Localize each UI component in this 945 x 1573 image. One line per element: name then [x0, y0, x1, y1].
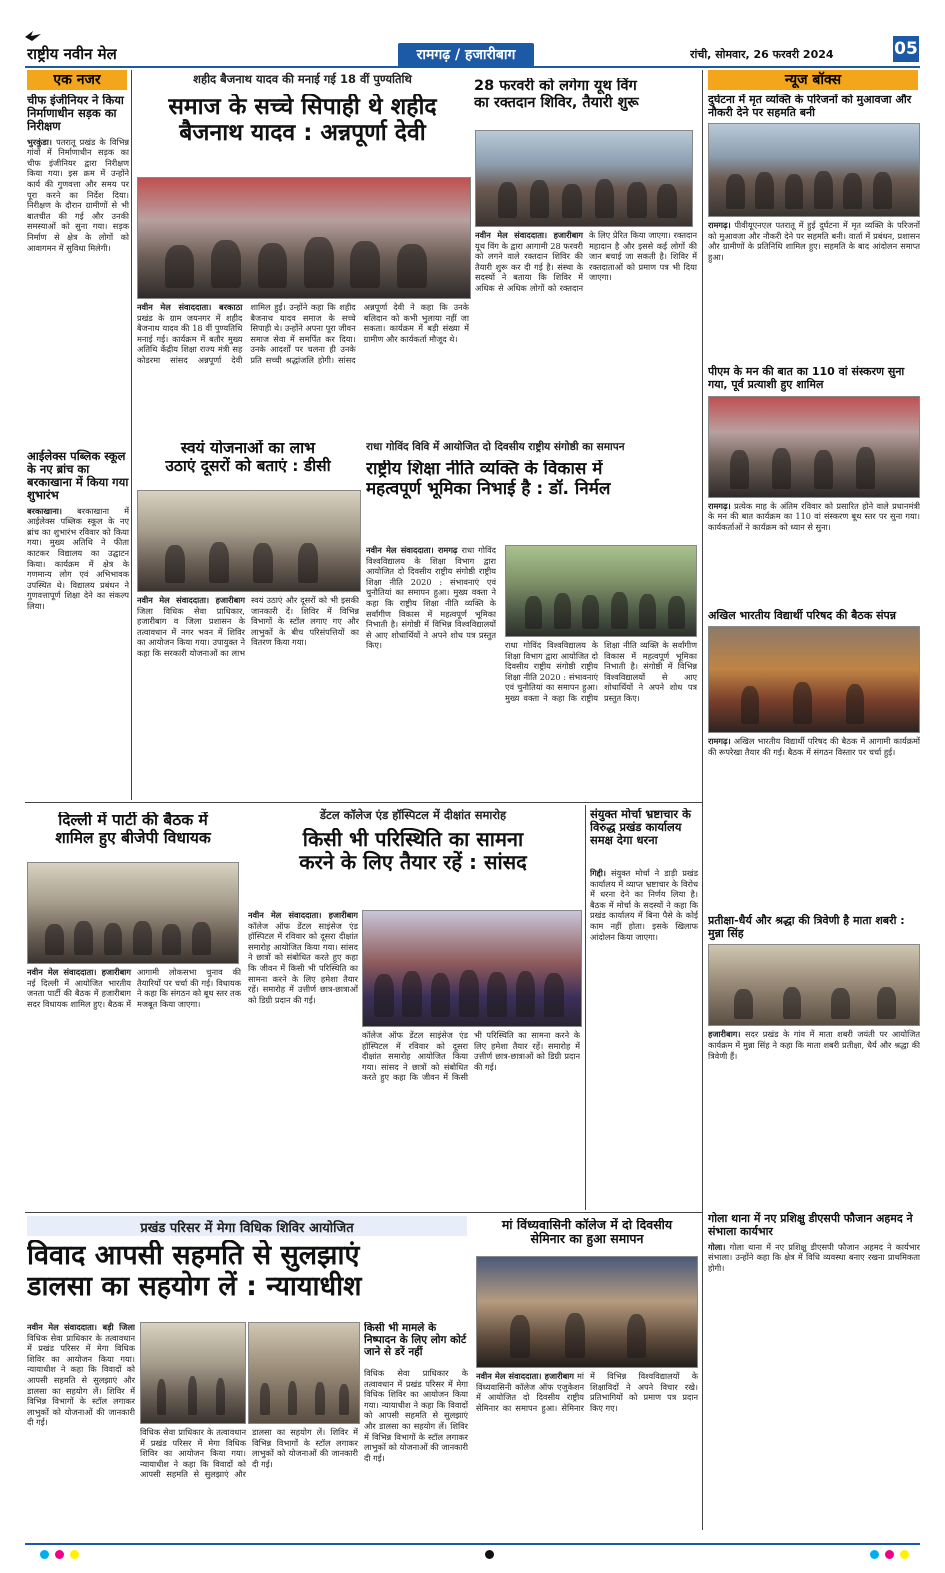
story-photo	[27, 862, 239, 964]
brief-body: रामगढ़। अखिल भारतीय विद्यार्थी परिषद की बैठक में आगामी कार्यक्रमों की रूपरेखा तैयार की गई। बैठक में संगठन विस्तार पर चर्चा हुई।	[708, 736, 920, 757]
story-photo	[476, 1256, 698, 1368]
story-body-continued: राधा गोविंद विश्वविद्यालय के शिक्षा विभाग द्वारा आयोजित दो दिवसीय राष्ट्रीय संगोष्ठी राष्ट्रीय शिक्षा नीति 2020 : संभावनाएं एवं चुनौतियां का समापन हुआ। मुख्य वक्ता ने कहा कि राष्ट्रीय शिक्षा नीति व्यक्ति के सर्वांगीण विकास में महत्वपूर्ण भूमिका निभाती है। संगोष्ठी में विभिन्न विश्वविद्यालयों से आए शोधार्थियों ने अपने शोध पत्र प्रस्तुत किए।	[505, 640, 697, 703]
brief-headline: चीफ इंजीनियर ने किया निर्माणाधीन सड़क का निरीक्षण	[27, 94, 124, 134]
registration-mark-icon	[485, 1550, 494, 1559]
story-body-continued: कॉलेज ऑफ डेंटल साइंसेज एंड हॉस्पिटल में रविवार को दूसरा दीक्षांत समारोह आयोजित किया गया। सांसद ने छात्रों को संबोधित करते हुए कहा कि जीवन में किसी भी परिस्थिति का सामना करने के लिए हमेशा तैयार रहें। समारोह में उत्तीर्ण छात्र-छात्राओं को डिग्री प्रदान की गई।	[362, 1030, 580, 1083]
page-number: 05	[893, 36, 919, 62]
story-headline: राष्ट्रीय शिक्षा नीति व्यक्ति के विकास में महत्वपूर्ण भूमिका निभाई है : डॉ. निर्मल	[366, 460, 611, 499]
story-headline: संयुक्त मोर्चा भ्रष्टाचार के विरुद्ध प्रखंड कार्यालय समक्ष देगा धरना	[590, 808, 691, 848]
ek-nazar-column	[27, 94, 129, 794]
registration-mark-icon	[40, 1550, 49, 1559]
story-photo	[137, 490, 361, 592]
brief-body: रामगढ़। पीवीयूएनएल पतरातू में हुई दुर्घटना में मृत व्यक्ति के परिजनों को मुआवजा और नौकरी देने पर सहमति बनी। वार्ता में प्रबंधन, प्रशासन और ग्रामीणों के प्रतिनिधि शामिल हुए। सहमति के बाद आंदोलन समाप्त हुआ।	[708, 220, 920, 263]
story-photo	[475, 130, 693, 227]
brief-headline: अखिल भारतीय विद्यार्थी परिषद की बैठक संपन्न	[708, 608, 897, 622]
column-divider	[131, 70, 132, 800]
story-body: नवीन मेल संवाददाता। रामगढ़ राधा गोविंद विश्वविद्यालय के शिक्षा विभाग द्वारा आयोजित दो दिवसीय राष्ट्रीय संगोष्ठी राष्ट्रीय शिक्षा नीति 2020 : संभावनाएं एवं चुनौतियां का समापन हुआ। मुख्य वक्ता ने कहा कि राष्ट्रीय शिक्षा नीति व्यक्ति के सर्वांगीण विकास में महत्वपूर्ण भूमिका निभाती है। संगोष्ठी में विभिन्न विश्वविद्यालयों से आए शोधार्थियों ने अपने शोध पत्र प्रस्तुत किए।	[366, 545, 496, 651]
story-headline: समाज के सच्चे सिपाही थे शहीद बैजनाथ यादव : अन्नपूर्णा देवी	[168, 94, 437, 147]
brief-photo	[708, 626, 920, 733]
story-kicker: शहीद बैजनाथ यादव की मनाई गई 18 वीं पुण्यतिथि	[193, 72, 412, 86]
brief-photo	[708, 396, 920, 498]
story-headline: किसी भी परिस्थिति का सामना करने के लिए तैयार रहें : सांसद	[299, 828, 527, 874]
brief-body: भुरकुंडा। पतरातू प्रखंड के विभिन्न गांवों में निर्माणाधीन सड़क का चीफ इंजीनियर द्वारा निरीक्षण किया गया। इस क्रम में उन्होंने कार्य की गुणवत्ता और समय पर पूरा करने का निर्देश दिया। निरीक्षण के दौरान ग्रामीणों से भी बातचीत की गई और उनकी समस्याओं को सुना गया। सड़क निर्माण से क्षेत्र के लोगों को आवागमन में सुविधा मिलेगी।	[27, 136, 129, 253]
registration-mark-icon	[885, 1550, 894, 1559]
story-headline: दिल्ली में पार्टी की बैठक में शामिल हुए बीजेपी विधायक	[55, 812, 211, 847]
news-box-column	[708, 94, 920, 1534]
story-body: नवीन मेल संवाददाता। हजारीबाग जिला विधिक सेवा प्राधिकार, हजारीबाग व जिला प्रशासन के तत्वावधान में नगर भवन में शिविर का आयोजन किया गया। उपायुक्त ने कहा कि सरकारी योजनाओं का लाभ स्वयं उठाएं और दूसरों को भी इसकी जानकारी दें। शिविर में विभिन्न विभागों के स्टॉल लगाए गए और लाभुकों के बीच परिसंपत्तियों का वितरण किया गया।	[137, 595, 359, 658]
footer-rule	[25, 1543, 920, 1545]
story-kicker: राधा गोविंद विवि में आयोजित दो दिवसीय राष्ट्रीय संगोष्ठी का समापन	[366, 441, 625, 453]
row-divider	[25, 1212, 702, 1213]
brief-headline: प्रतीक्षा-धैर्य और श्रद्धा की त्रिवेणी है माता शबरी : मुन्ना सिंह	[708, 914, 905, 940]
story-photo	[137, 177, 471, 299]
brief-body: बरकाखाना। बरकाखाना में आईलेक्स पब्लिक स्कूल के नए ब्रांच का शुभारंभ रविवार को किया गया। मुख्य अतिथि ने फीता काटकर विद्यालय का उद्घाटन किया। कार्यक्रम में क्षेत्र के गणमान्य लोग एवं अभिभावक उपस्थित थे। विद्यालय प्रबंधन ने गुणवत्तापूर्ण शिक्षा देने का संकल्प लिया।	[27, 505, 129, 611]
story-body: नवीन मेल संवाददाता। हजारीबाग मां विंध्यवासिनी कॉलेज ऑफ एजुकेशन में आयोजित दो दिवसीय राष्ट्रीय सेमिनार का समापन हुआ। सेमिनार में विभिन्न विश्वविद्यालयों के शिक्षाविदों ने अपने विचार रखे। प्रतिभागियों को प्रमाण पत्र प्रदान किए गए।	[476, 1371, 698, 1413]
brief-headline: गोला थाना में नए प्रशिक्षु डीएसपी फौजान अहमद ने संभाला कार्यभार	[708, 1212, 913, 1239]
brief-photo	[708, 123, 920, 217]
story-body: गिद्दी। संयुक्त मोर्चा ने डाड़ी प्रखंड कार्यालय में व्याप्त भ्रष्टाचार के विरोध में धरना देने का निर्णय लिया है। बैठक में मोर्चा के सदस्यों ने कहा कि प्रखंड कार्यालय में बिना पैसे के कोई काम नहीं होता। इसके खिलाफ आंदोलन किया जाएगा।	[590, 868, 698, 942]
column-divider	[585, 805, 586, 1210]
story-headline: 28 फरवरी को लगेगा यूथ विंग का रक्तदान शिविर, तैयारी शुरू	[474, 78, 639, 111]
brief-headline: दुर्घटना में मृत व्यक्ति के परिजनों को मुआवजा और नौकरी देने पर सहमति बनी	[708, 94, 912, 119]
registration-mark-icon	[900, 1550, 909, 1559]
newspaper-name: राष्ट्रीय नवीन मेल	[27, 45, 117, 63]
story-subheadline: किसी भी मामले के निष्पादन के लिए लोग कोर्ट जाने से डरें नहीं	[364, 1322, 467, 1359]
registration-mark-icon	[70, 1550, 79, 1559]
brief-body: हजारीबाग। सदर प्रखंड के गांव में माता शबरी जयंती पर आयोजित कार्यक्रम में मुन्ना सिंह ने कहा कि माता शबरी प्रतीक्षा, धैर्य और श्रद्धा की त्रिवेणी हैं।	[708, 1029, 920, 1061]
brief-body: रामगढ़। प्रत्येक माह के अंतिम रविवार को प्रसारित होने वाले प्रधानमंत्री के मन की बात कार्यक्रम का 110 वां संस्करण बूथ स्तर पर सुना गया। कार्यकर्ताओं ने कार्यक्रम को ध्यान से सुना।	[708, 500, 920, 532]
story-headline: स्वयं योजनाओं का लाभ उठाएं दूसरों को बताएं : डीसी	[165, 440, 331, 475]
story-photo	[248, 1322, 360, 1424]
registration-mark-icon	[870, 1550, 879, 1559]
section-tag: रामगढ़ / हजारीबाग	[398, 43, 534, 67]
story-body-continued: विधिक सेवा प्राधिकार के तत्वावधान में प्रखंड परिसर में मेगा विधिक शिविर का आयोजन किया गया। न्यायाधीश ने कहा कि विवादों को आपसी सहमति से सुलझाएं और डालसा का सहयोग लें। शिविर में विभिन्न विभागों के स्टॉल लगाकर लाभुकों को योजनाओं की जानकारी दी गई।	[140, 1427, 358, 1480]
story-kicker: प्रखंड परिसर में मेगा विधिक शिविर आयोजित	[140, 1221, 354, 1236]
brief-photo	[708, 944, 920, 1026]
brief-headline: पीएम के मन की बात का 110 वां संस्करण सुना गया, पूर्व प्रत्याशी हुए शामिल	[708, 365, 905, 391]
row-divider	[25, 802, 702, 803]
story-body: नवीन मेल संवाददाता। हजारीबाग यूथ विंग के द्वारा आगामी 28 फरवरी को लगने वाले रक्तदान शिविर की तैयारी शुरू कर दी गई है। संस्था के सदस्यों ने बताया कि शिविर में अधिक से अधिक लोगों को रक्तदान के लिए प्रेरित किया जाएगा। रक्तदान महादान है और इससे कई लोगों की जान बचाई जा सकती है। शिविर में रक्तदाताओं को प्रमाण पत्र भी दिया जाएगा।	[475, 230, 697, 293]
brief-body: गोला। गोला थाना में नए प्रशिक्षु डीएसपी फौजान अहमद ने कार्यभार संभाला। उन्होंने कहा कि क्षेत्र में विधि व्यवस्था बनाए रखना प्राथमिकता होगी।	[708, 1241, 920, 1273]
story-body-continued: विधिक सेवा प्राधिकार के तत्वावधान में प्रखंड परिसर में मेगा विधिक शिविर का आयोजन किया गया। न्यायाधीश ने कहा कि विवादों को आपसी सहमति से सुलझाएं और डालसा का सहयोग लें। शिविर में विभिन्न विभागों के स्टॉल लगाकर लाभुकों को योजनाओं की जानकारी दी गई।	[364, 1368, 468, 1463]
story-body: नवीन मेल संवाददाता। बड़ी जिला विधिक सेवा प्राधिकार के तत्वावधान में प्रखंड परिसर में मेगा विधिक शिविर का आयोजन किया गया। न्यायाधीश ने कहा कि विवादों को आपसी सहमति से सुलझाएं और डालसा का सहयोग लें। शिविर में विभिन्न विभागों के स्टॉल लगाकर लाभुकों को योजनाओं की जानकारी दी गई।	[27, 1322, 135, 1428]
ek-nazar-tag: एक नजर	[27, 70, 127, 90]
dateline: रांची, सोमवार, 26 फरवरी 2024	[690, 48, 834, 61]
story-body: नवीन मेल संवाददाता। हजारीबाग कॉलेज ऑफ डेंटल साइंसेज एंड हॉस्पिटल में रविवार को दूसरा दीक्षांत समारोह आयोजित किया गया। सांसद ने छात्रों को संबोधित करते हुए कहा कि जीवन में किसी भी परिस्थिति का सामना करने के लिए हमेशा तैयार रहें। समारोह में उत्तीर्ण छात्र-छात्राओं को डिग्री प्रदान की गई।	[248, 910, 358, 1005]
story-photo	[362, 910, 582, 1027]
story-photo	[505, 545, 697, 637]
story-headline: मां विंध्यवासिनी कॉलेज में दो दिवसीय सेमिनार का हुआ समापन	[501, 1218, 673, 1247]
brief-headline: आईलेक्स पब्लिक स्कूल के नए ब्रांच का बरकाखाना में किया गया शुभारंभ	[27, 448, 129, 503]
story-body: नवीन मेल संवाददाता। बरकाठा प्रखंड के ग्राम जयनगर में शहीद बैजनाथ यादव की 18 वीं पुण्यतिथि मनाई गई। कार्यक्रम में बतौर मुख्य अतिथि केंद्रीय शिक्षा राज्य मंत्री सह कोडरमा सांसद अन्नपूर्णा देवी शामिल हुईं। उन्होंने कहा कि शहीद बैजनाथ यादव समाज के सच्चे सिपाही थे। उन्होंने अपना पूरा जीवन समाज सेवा में समर्पित कर दिया। उनके आदर्शों पर चलना ही उनके प्रति सच्ची श्रद्धांजलि होगी। सांसद अन्नपूर्णा देवी ने कहा कि उनके बलिदान को कभी भुलाया नहीं जा सकता। कार्यक्रम में बड़ी संख्या में ग्रामीण और कार्यकर्ता मौजूद थे।	[137, 302, 469, 365]
story-body: नवीन मेल संवाददाता। हजारीबाग नई दिल्ली में आयोजित भारतीय जनता पार्टी की बैठक में हजारीबाग सदर विधायक शामिल हुए। बैठक में आगामी लोकसभा चुनाव की तैयारियों पर चर्चा की गई। विधायक ने कहा कि संगठन को बूथ स्तर तक मजबूत किया जाएगा।	[27, 967, 241, 1009]
story-kicker: डेंटल कॉलेज एंड हॉस्पिटल में दीक्षांत समारोह	[319, 808, 507, 822]
story-headline: विवाद आपसी सहमति से सुलझाएं डालसा का सहयोग लें : न्यायाधीश	[27, 1240, 362, 1303]
news-box-tag: न्यूज बॉक्स	[708, 70, 918, 90]
registration-mark-icon	[55, 1550, 64, 1559]
story-photo	[140, 1322, 246, 1424]
masthead-rule	[25, 40, 920, 68]
column-divider	[702, 70, 703, 1530]
